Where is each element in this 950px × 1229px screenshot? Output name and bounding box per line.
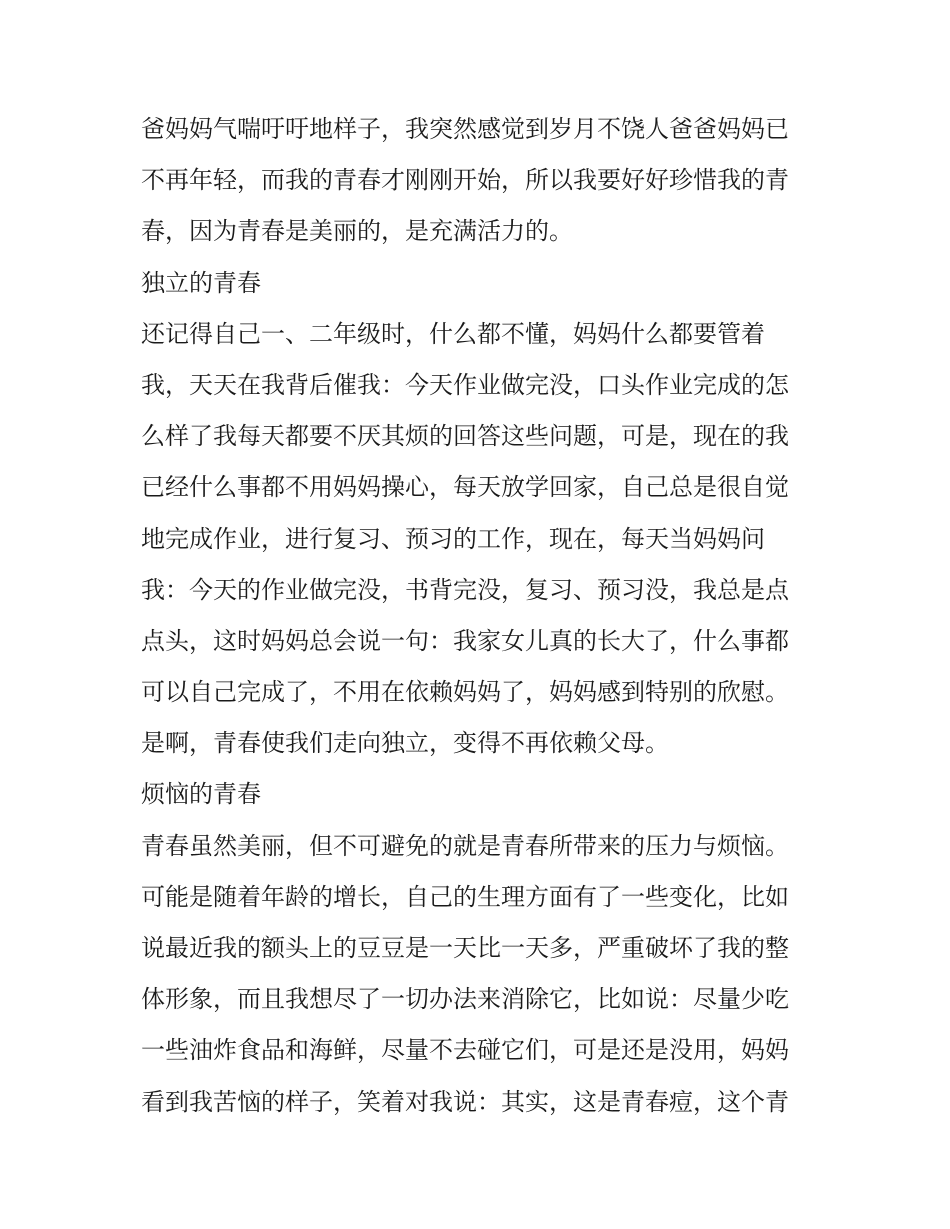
body-text (141, 104, 821, 1128)
text-line: 看到我苦恼的样子，笑着对我说：其实，这是青春痘，这个青 (141, 1087, 789, 1116)
section-heading-independent: 独立的青春 (141, 268, 261, 297)
text-line: 我：今天的作业做完没，书背完没，复习、预习没，我总是点 (141, 575, 789, 604)
text-line: 已经什么事都不用妈妈操心，每天放学回家，自己总是很自觉 (141, 473, 789, 502)
section-heading-troubled: 烦恼的青春 (141, 780, 261, 809)
text-line: 可以自己完成了，不用在依赖妈妈了，妈妈感到特别的欣慰。 (141, 678, 789, 707)
text-line: 体形象，而且我想尽了一切办法来消除它，比如说：尽量少吃 (141, 985, 789, 1014)
text-line: 青春虽然美丽，但不可避免的就是青春所带来的压力与烦恼。 (141, 831, 789, 860)
text-line: 是啊，青春使我们走向独立，变得不再依赖父母。 (141, 729, 669, 758)
text-line: 我，天天在我背后催我：今天作业做完没，口头作业完成的怎 (141, 370, 789, 399)
text-line: 点头，这时妈妈总会说一句：我家女儿真的长大了，什么事都 (141, 626, 789, 655)
text-line: 可能是随着年龄的增长，自己的生理方面有了一些变化，比如 (141, 882, 789, 911)
text-line: 还记得自己一、二年级时，什么都不懂，妈妈什么都要管着 (141, 319, 765, 348)
text-line: 么样了我每天都要不厌其烦的回答这些问题，可是，现在的我 (141, 422, 789, 451)
text-line: 说最近我的额头上的豆豆是一天比一天多，严重破坏了我的整 (141, 934, 789, 962)
text-line: 一些油炸食品和海鲜，尽量不去碰它们，可是还是没用，妈妈 (141, 1036, 789, 1065)
text-line: 春，因为青春是美丽的，是充满活力的。 (141, 217, 573, 246)
text-line: 不再年轻，而我的青春才刚刚开始，所以我要好好珍惜我的青 (141, 166, 789, 195)
text-line: 地完成作业，进行复习、预习的工作，现在，每天当妈妈问 (141, 524, 765, 553)
text-line: 爸妈妈气喘吁吁地样子，我突然感觉到岁月不饶人爸爸妈妈已 (141, 115, 789, 143)
